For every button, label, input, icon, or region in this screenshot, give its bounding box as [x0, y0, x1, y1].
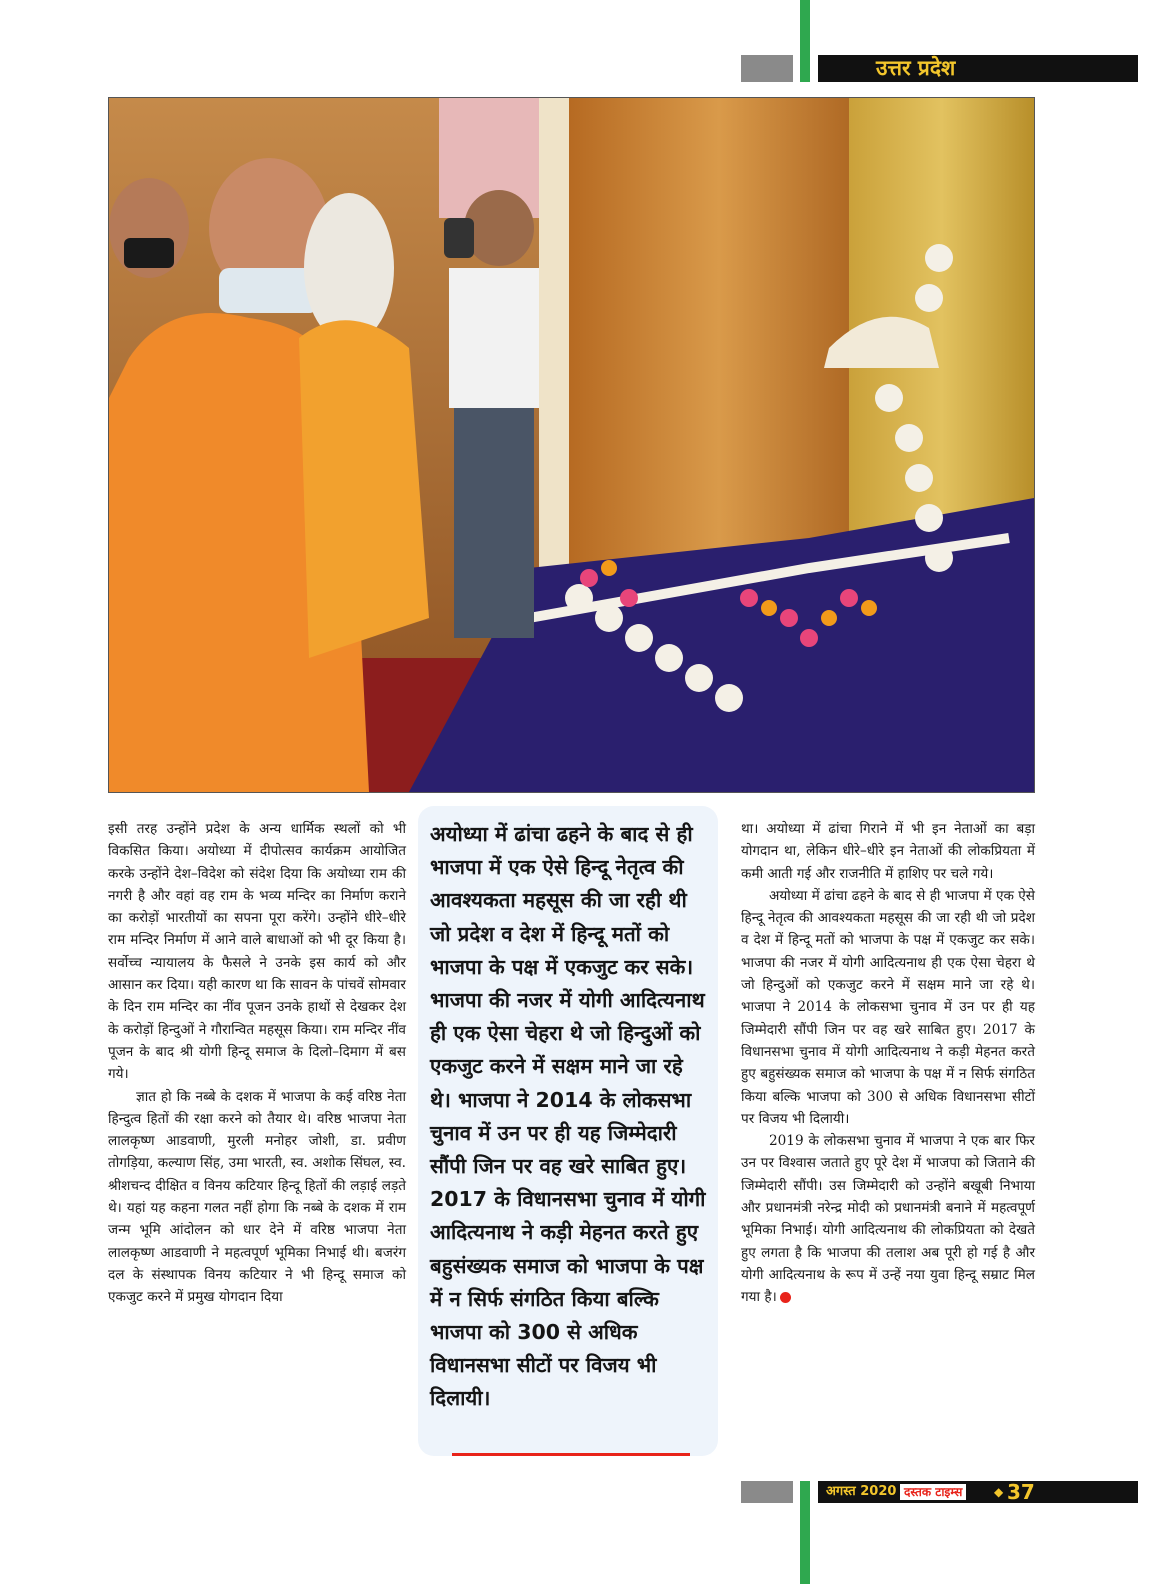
section-title: उत्तर प्रदेश [876, 56, 956, 80]
right-paragraph-1: था। अयोध्या में ढांचा गिराने में भी इन नेताओं का बड़ा योगदान था, लेकिन धीरे–धीरे इन नेताओं की लोकप्रियता में कमी आती गई और राजनीति में हाशिए पर चले गये। [741, 821, 1035, 882]
quote-bottom-rule [452, 1453, 690, 1456]
header-gray-tab [741, 55, 793, 82]
pull-quote-text: अयोध्या में ढांचा ढहने के बाद से ही भाजपा में एक ऐसे हिन्दू नेतृत्व की आवश्यकता महसूस की जा रही थी जो प्रदेश व देश में हिन्दू मतों को भाजपा के पक्ष में एकजुट कर सके। भाजपा की नजर में योगी आदित्यनाथ ही एक ऐसा चेहरा थे जो हिन्दुओं को एकजुट करने में सक्षम माने जा रहे थे। भाजपा ने 2014 के लोकसभा चुनाव में उन पर ही यह जिम्मेदारी सौंपी जिन पर वह खरे साबित हुए। 2017 के विधानसभा चुनाव में योगी आदित्यनाथ ने कड़ी मेहनत करते हुए बहुसंख्यक समाज को भाजपा के पक्ष में न सिर्फ संगठित किया बल्कि भाजपा को 300 से अधिक विधानसभा सीटों पर विजय भी दिलायी। [430, 822, 706, 1411]
right-paragraph-3 [741, 1130, 1035, 1308]
right-paragraph-3-text: 2019 के लोकसभा चुनाव में भाजपा ने एक बार फिर उन पर विश्वास जताते हुए पूरे देश में भाजपा को जिताने की जिम्मेदारी सौंपी। उस जिम्मेदारी को उन्होंने बखूबी निभाया और प्रधानमंत्री नरेन्द्र मोदी को प्रधानमंत्री बनाने में महत्वपूर्ण भूमिका निभाई। योगी आदित्यनाथ की लोकप्रियता को देखते हुए लगता है कि भाजपा की तलाश अब पूरी हो गई है और योगी आदित्यनाथ के रूप में उन्हें नया युवा हिन्दू सम्राट मिल गया है। [741, 1133, 1035, 1306]
section-header [818, 55, 1138, 82]
footer-gray-tab [741, 1481, 793, 1503]
footer-bar [818, 1481, 1138, 1503]
header-green-bar [800, 0, 810, 82]
end-mark-icon [780, 1292, 791, 1303]
footer-green-bar [800, 1481, 810, 1584]
right-column [741, 818, 1035, 1309]
diamond-icon: ◆ [994, 1485, 1004, 1499]
left-paragraph-2: ज्ञात हो कि नब्बे के दशक में भाजपा के कई वरिष्ठ नेता हिन्दुत्व हितों की रक्षा करने को तैयार थे। वरिष्ठ भाजपा नेता लालकृष्ण आडवाणी, मुरली मनोहर जोशी, डा. प्रवीण तोगड़िया, कल्याण सिंह, उमा भारती, स्व. अशोक सिंघल, स्व. श्रीशचन्द दीक्षित व विनय कटियार हिन्दू हितों की लड़ाई लड़ते थे। यहां यह कहना गलत नहीं होगा कि नब्बे के दशक में राम जन्म भूमि आंदोलन को धार देने में वरिष्ठ भाजपा नेता लालकृष्ण आडवाणी ने महत्वपूर्ण भूमिका निभाई थी। बजरंग दल के संस्थापक विनय कटियार ने भी हिन्दू समाज को एकजुट करने में प्रमुख योगदान दिया [108, 1088, 406, 1306]
pull-quote [418, 806, 718, 1456]
page-number: 37 [1007, 1480, 1035, 1504]
right-paragraph-2: अयोध्या में ढांचा ढहने के बाद से ही भाजपा में एक ऐसे हिन्दू नेतृत्व की आवश्यकता महसूस की जा रही थी जो प्रदेश व देश में हिन्दू मतों को भाजपा के पक्ष में एकजुट कर सके। भाजपा की नजर में योगी आदित्यनाथ ही एक ऐसा चेहरा थे जो हिन्दुओं को एकजुट करने में सक्षम माने जा रहे थे। भाजपा ने 2014 के लोकसभा चुनाव में उन पर ही यह जिम्मेदारी सौंपी जिन पर वह खरे साबित हुए। 2017 के विधानसभा चुनाव में योगी आदित्यनाथ ने कड़ी मेहनत करते हुए बहुसंख्यक समाज को भाजपा के पक्ष में न सिर्फ संगठित किया बल्कि भाजपा को 300 से अधिक विधानसभा सीटों पर विजय भी दिलायी। [741, 887, 1035, 1127]
left-paragraph-1: इसी तरह उन्होंने प्रदेश के अन्य धार्मिक स्थलों को भी विकसित किया। अयोध्या में दीपोत्सव कार्यक्रम आयोजित करके उन्होंने देश–विदेश को संदेश दिया कि अयोध्या राम की नगरी है और वहां वह राम के भव्य मन्दिर का निर्माण कराने का करोड़ों भारतीयों का सपना पूरा करेंगे। उन्होंने धीरे–धीरे राम मन्दिर निर्माण में आने वाले बाधाओं को भी दूर किया है। सर्वोच्च न्यायालय के फैसले ने उनके इस कार्य को और आसान कर दिया। यही कारण था कि सावन के पांचवें सोमवार के दिन राम मन्दिर का नींव पूजन उनके हाथों से देखकर देश के करोड़ों हिन्दुओं ने गौरान्वित महसूस किया। राम मन्दिर नींव पूजन के बाद श्री योगी हिन्दू समाज के दिलो–दिमाग में बस गये। [108, 821, 406, 1083]
magazine-logo: दस्तक टाइम्स [900, 1484, 966, 1500]
article-photo [108, 97, 1035, 793]
left-column [108, 818, 406, 1309]
issue-date: अगस्त 2020 [826, 1484, 897, 1499]
